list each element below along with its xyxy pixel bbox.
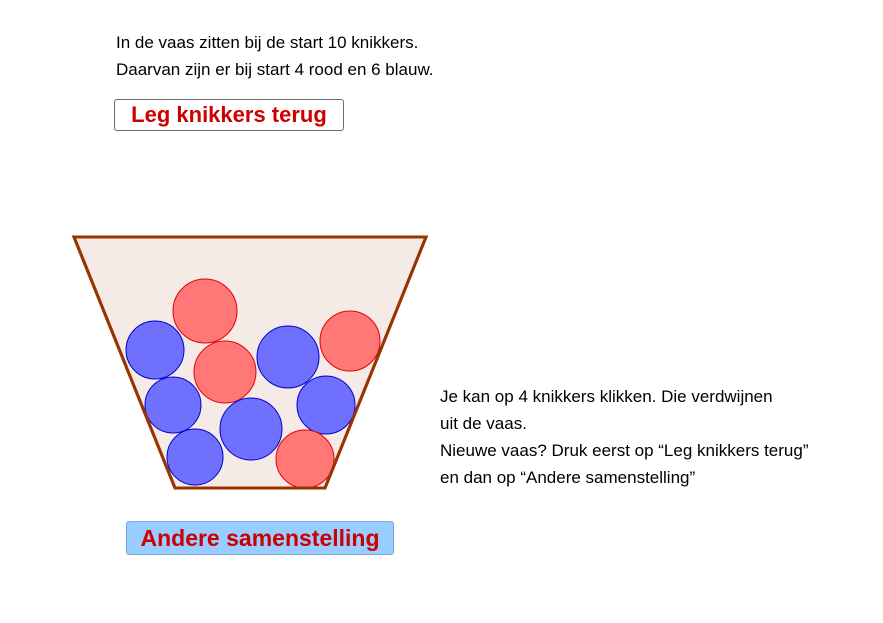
intro-line-1: In de vaas zitten bij de start 10 knikkers.	[116, 33, 419, 52]
marble-blue[interactable]	[126, 321, 184, 379]
marble-blue[interactable]	[297, 376, 355, 434]
instructions-line-2: uit de vaas.	[440, 414, 527, 433]
marble-blue[interactable]	[257, 326, 319, 388]
instructions-line-3: Nieuwe vaas? Druk eerst op “Leg knikkers terug”	[440, 441, 809, 460]
marble-blue[interactable]	[145, 377, 201, 433]
marble-red[interactable]	[173, 279, 237, 343]
marble-red[interactable]	[276, 430, 334, 488]
marble-blue[interactable]	[167, 429, 223, 485]
instructions-line-4: en dan op “Andere samenstelling”	[440, 468, 696, 487]
marble-red[interactable]	[320, 311, 380, 371]
intro-line-2: Daarvan zijn er bij start 4 rood en 6 blauw.	[116, 60, 434, 79]
reset-marbles-button[interactable]: Leg knikkers terug	[114, 99, 344, 131]
instructions-line-1: Je kan op 4 knikkers klikken. Die verdwijnen	[440, 387, 773, 406]
instructions-text	[440, 383, 809, 491]
marble-blue[interactable]	[220, 398, 282, 460]
marble-red[interactable]	[194, 341, 256, 403]
new-composition-button[interactable]: Andere samenstelling	[126, 521, 394, 555]
